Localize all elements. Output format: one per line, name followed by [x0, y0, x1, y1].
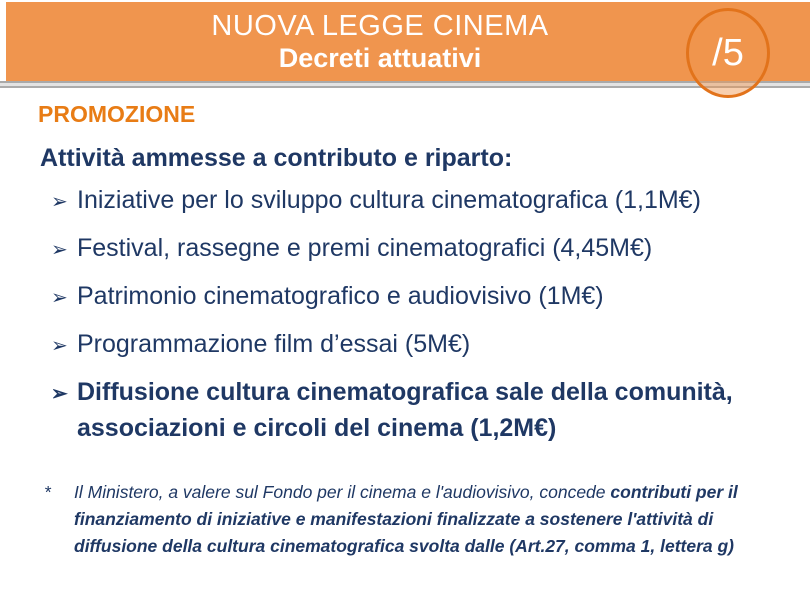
bullet-list	[38, 183, 798, 445]
footnote	[44, 479, 750, 560]
list-item-text: Iniziative per lo sviluppo cultura cinematografica (1,1M€)	[77, 186, 701, 214]
arrowhead-bullet-icon: ➢	[51, 335, 68, 357]
arrowhead-bullet-icon: ➢	[51, 191, 68, 213]
slide-body	[38, 101, 798, 457]
slide-title: NUOVA LEGGE CINEMA	[211, 9, 549, 42]
list-item-text: Patrimonio cinematografico e audiovisivo (1M€)	[77, 282, 604, 310]
page-number-badge	[686, 8, 770, 98]
slide-subtitle-title: Decreti attuativi	[278, 42, 482, 73]
list-item-text: Festival, rassegne e premi cinematografici (4,45M€)	[77, 234, 653, 262]
list-item-text: Diffusione cultura cinematografica sale della comunità, associazioni e circoli del cinema (1,2M€)	[77, 378, 733, 442]
list-intro-heading: Attività ammesse a contributo e riparto:	[40, 144, 513, 172]
footnote-asterisk: *	[44, 482, 51, 502]
arrowhead-bullet-icon: ➢	[51, 287, 68, 309]
footnote-normal-part: Il Ministero, a valere sul Fondo per il cinema e l'audiovisivo, concede	[74, 482, 611, 502]
footnote-text	[74, 479, 750, 560]
arrowhead-bullet-icon: ➢	[51, 239, 68, 261]
footnote-bold-part: contributi per il finanziamento di iniziative e manifestazioni finalizzate a sostenere l'attività di diffusione della cultura cinematografica svolta dalle (Art.27, comma 1, lettera g)	[74, 482, 738, 556]
list-item	[51, 279, 798, 315]
list-item	[51, 231, 798, 267]
list-item-text: Programmazione film d’essai (5M€)	[77, 330, 471, 358]
page-number-label: /5	[712, 31, 744, 74]
list-item	[51, 375, 798, 445]
section-heading: PROMOZIONE	[38, 101, 196, 127]
header-divider-line	[0, 81, 810, 88]
list-item	[51, 183, 798, 219]
arrowhead-bullet-icon: ➢	[51, 383, 68, 405]
list-item	[51, 327, 798, 363]
